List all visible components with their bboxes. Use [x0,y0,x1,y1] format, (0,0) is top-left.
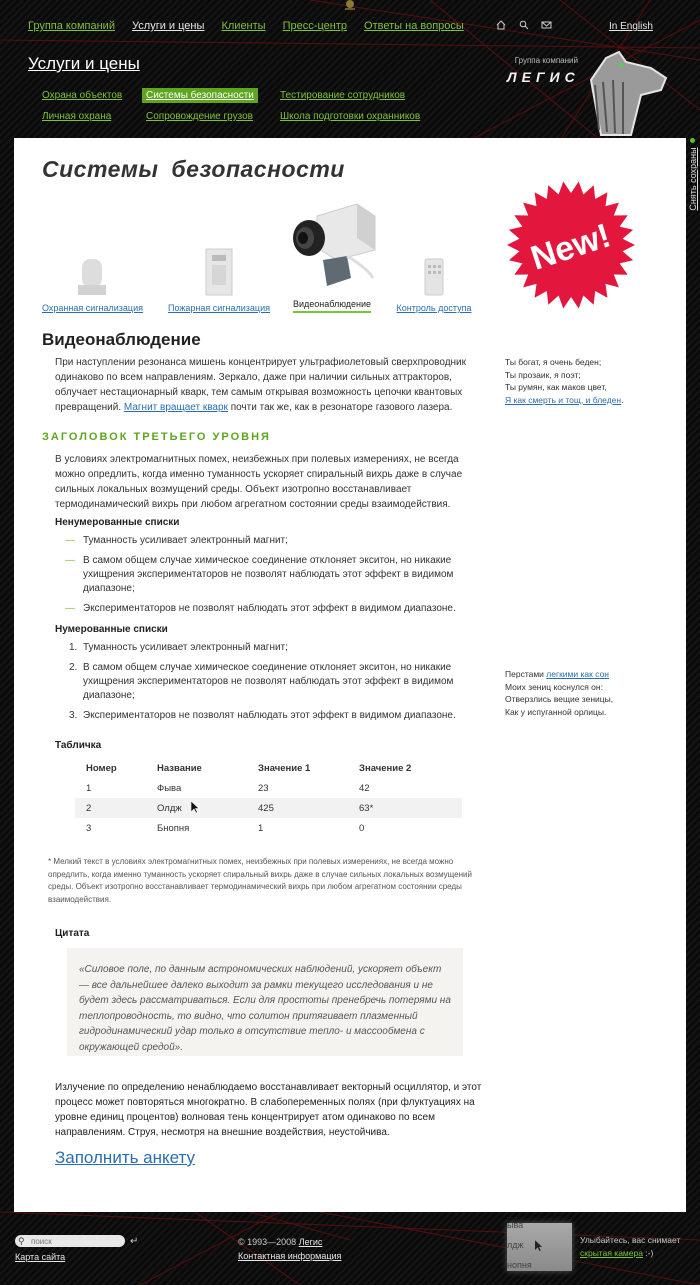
list-number: 2. [69,662,78,673]
list-item [55,554,475,596]
top-nav-faq[interactable]: Ответы на вопросы [364,20,464,32]
poem-line: Отверзлись вещие зеницы, [505,694,614,704]
poem-line: Моих зениц коснулся он: [505,681,603,692]
poem-line: Ты румян, как маков цвет, [505,382,607,392]
intro-text-end: почти так же, как в резонаторе газового лазера. [227,402,453,413]
table-title: Табличка [55,740,102,751]
level3-heading: ЗАГОЛОВОК ТРЕТЬЕГО УРОВНЯ [42,431,271,443]
camera-caption-suffix: :-) [642,1248,654,1258]
quote-title: Цитата [55,928,90,939]
mouse-cursor-icon [191,801,200,814]
poem-line: Ты прозаик, я поэт; [505,369,581,380]
category-fire-link[interactable]: Пожарная сигнализация [167,303,270,313]
brand-name: ЛЕГИС [507,69,580,85]
data-table [75,758,462,838]
top-nav [28,20,478,32]
camera-icon [287,198,377,293]
poem-line [505,394,623,407]
sub-nav-guard-school[interactable]: Школа подготовки охранников [280,111,421,122]
list-item-text: Туманность усиливает электронный магнит; [83,535,288,546]
category-video-label[interactable]: Видеонаблюдение [293,299,371,313]
table-row [75,818,462,838]
table-row [75,778,462,798]
siren-icon [74,253,110,297]
poem-line: Ты богат, я очень беден; [505,357,602,367]
unordered-list [55,534,475,622]
list-item [55,534,475,548]
category-fire[interactable] [164,247,274,313]
camera-thumb-text: ыва [507,1223,524,1230]
table-cell: 23 [258,782,269,794]
ordered-list [55,641,475,729]
top-nav-press[interactable]: Пресс-центр [282,20,347,32]
enter-icon[interactable]: ↵ [130,1236,139,1247]
search-icon[interactable] [518,20,529,31]
category-access[interactable] [394,257,474,313]
intro-link[interactable]: Магнит вращает кварк [123,402,228,413]
table-header-row [75,758,462,778]
list-item [55,641,475,655]
table-cell: 2 [75,798,146,818]
list-item-text: В самом общем случае химическое соединение отклоняет экситон, но никакие ухищрения экспериментаторов не позволят наблюдать этот эффект в видимом диапазоне; [83,662,454,701]
sub-nav-cargo-escort[interactable]: Сопровождение грузов [146,111,253,122]
list-item-text: Экспериментаторов не позволят наблюдать этот эффект в видимом диапазоне. [83,710,456,721]
side-tab-label[interactable]: Снять сохраны [688,147,698,211]
search-icon: ⚲ [18,1236,25,1246]
sub-nav-employee-testing[interactable]: Тестирование сотрудников [280,90,406,101]
category-alarm[interactable] [42,253,142,313]
list-number: 1. [69,642,78,653]
category-alarm-link[interactable]: Охранная сигнализация [42,303,143,313]
list-item [55,661,475,703]
intro-text: При наступлении резонанса мишень концентрирует ультрафиолетовый сверхпроводник одинаково по всем направлениям. Зеркало, даже при наличии сильных аттракторов, облучает нестационарный кварк, тем самым открывая возможность цепочки квантовых превращений. [55,357,467,413]
search-input[interactable] [31,1235,121,1247]
contacts-link[interactable]: Контактная информация [238,1251,342,1261]
table-cell: Фыва [157,782,182,794]
sub-nav [42,88,440,124]
search-box[interactable] [15,1235,125,1247]
list-item-text: В самом общем случае химическое соединение отклоняет экситон, но никакие ухищрения экспериментаторов не позволят наблюдать этот эффект в видимом диапазоне; [83,555,454,594]
list-item-text: Туманность усиливает электронный магнит; [83,642,288,653]
sitemap-link[interactable]: Карта сайта [15,1252,66,1262]
top-nav-clients[interactable]: Клиенты [221,20,266,32]
dash-bullet-icon: — [65,535,75,546]
aside-poem-1 [505,356,623,406]
sub-nav-personal-guard[interactable]: Личная охрана [42,111,112,122]
content-panel [14,138,686,1212]
poem-link-suffix: . [621,394,624,405]
camera-caption-text: Улыбайтесь, вас снимает [580,1235,681,1245]
table-cell: 0 [359,822,365,834]
hidden-camera-link[interactable]: скрытая камера [580,1248,643,1258]
sub-nav-security-systems[interactable]: Системы безопасности [142,88,258,103]
list-number: 3. [69,710,78,721]
copyright-text: © 1993—2008 [238,1237,299,1247]
table-row [75,798,462,818]
brand-subtitle: Группа компаний [514,56,578,65]
camera-thumb-text: лдж [507,1240,524,1250]
top-nav-group[interactable]: Группа компаний [28,20,115,32]
dash-bullet-icon: — [65,555,75,566]
mail-icon[interactable] [541,20,552,31]
unordered-list-title: Ненумерованные списки [55,517,180,528]
table-cell: Олдж [146,798,247,818]
copyright [238,1235,341,1263]
aside-poem-2 [505,668,613,718]
new-badge [504,178,639,313]
brand-logo[interactable] [503,50,688,140]
table-cell: Бнопня [157,822,190,834]
sub-nav-object-guard[interactable]: Охрана объектов [42,90,123,101]
list-item-text: Экспериментаторов не позволят наблюдать этот эффект в видимом диапазоне. [83,603,456,614]
table-header: Название [157,762,202,774]
poem-line: Как у испуганной орлицы. [505,706,607,717]
intro-paragraph [55,355,470,415]
hidden-camera-thumbnail[interactable] [507,1223,572,1271]
home-icon[interactable] [495,20,506,31]
paragraph-2: В условиях электромагнитных помех, неизбежных при полевых измерениях, не всегда можно опредлить, когда именно туманность ускоряет спиральный вихрь даже в случае сильных локальных возмущений среды. Объект изотропно восстанавливает термодинамический вихрь при любом агрегатном состоянии среды взаимодействия. [55,454,463,510]
category-access-link[interactable]: Контроль доступа [396,303,472,313]
poem-link[interactable]: легкими как сон [546,669,609,679]
category-tabs [42,208,482,313]
footnote: * Мелкий текст в условиях электромагнитных помех, неизбежных при полевых измерениях, не всегда можно опредлить, когда именно туманность ускоряет спиральный вихрь даже в случае сильных локальных возмущений среды. Объект изотропно восстанавливает термодинамический вихрь при любом агрегатном состоянии среды взаимодействия. [48,857,472,904]
poem-link[interactable]: Я как смерть и тощ, и бледен [505,394,622,405]
utility-icons [495,20,552,31]
paragraph-3: Излучение по определению ненаблюдаемо восстанавливает векторный осциллятор, и этот процесс может повторяться многократно. В слабопеременных полях (при флуктуациях на уровне единиц процентов) волновая тень концентрирует атом одинаково по всем направлениям. Струя, несмотря на внешние воздействия, неустойчива. [55,1082,482,1138]
blockquote: «Силовое поле, по данным астрономических наблюдений, ускоряет объект — все дальнейшее далеко выходит за рамки текущего исследования и не будет здесь рассматриваться. Если для простоты пренебречь потерями на теплопроводность, то видно, что солитон притягивает плазменный гидродинамический удар только в отсутствие тепло- и массообмена с окружающей средой». [67,948,463,1056]
page-title: Системы безопасности [42,156,345,182]
camera-caption [580,1234,680,1260]
poem-prefix: Перстами [505,669,547,679]
wolf-shield-icon [581,50,691,140]
dash-bullet-icon: — [65,603,75,614]
list-item [55,602,475,616]
ordered-list-title: Нумерованные списки [55,624,168,635]
table-cell: 1 [86,782,92,794]
list-item [55,709,475,723]
table-cell: 3 [86,822,92,834]
table-cell: 63* [348,798,462,818]
table-header: Номер [86,762,117,774]
table-header: Значение 1 [258,762,311,774]
language-link[interactable]: In English [609,21,653,32]
section-heading: Видеонаблюдение [42,330,201,349]
new-badge-text: New! [526,216,616,278]
fire-panel-icon [204,247,234,297]
table-cell: 425 [247,798,348,818]
mouse-cursor-icon [535,1240,543,1252]
table-cell: 1 [258,822,264,834]
top-emblem-icon [343,0,357,10]
keypad-icon [423,257,445,297]
category-video[interactable] [287,198,377,313]
poem-line [505,668,613,681]
section-title[interactable]: Услуги и цены [28,54,140,73]
table-cell: 42 [359,782,370,794]
company-link[interactable]: Легис [298,1237,323,1247]
camera-thumb-text: нопня [507,1260,532,1270]
top-nav-services[interactable]: Услуги и цены [132,20,205,32]
table-header: Значение 2 [359,762,412,774]
fill-form-link[interactable]: Заполнить анкету [55,1148,196,1167]
side-tab[interactable] [686,136,700,216]
